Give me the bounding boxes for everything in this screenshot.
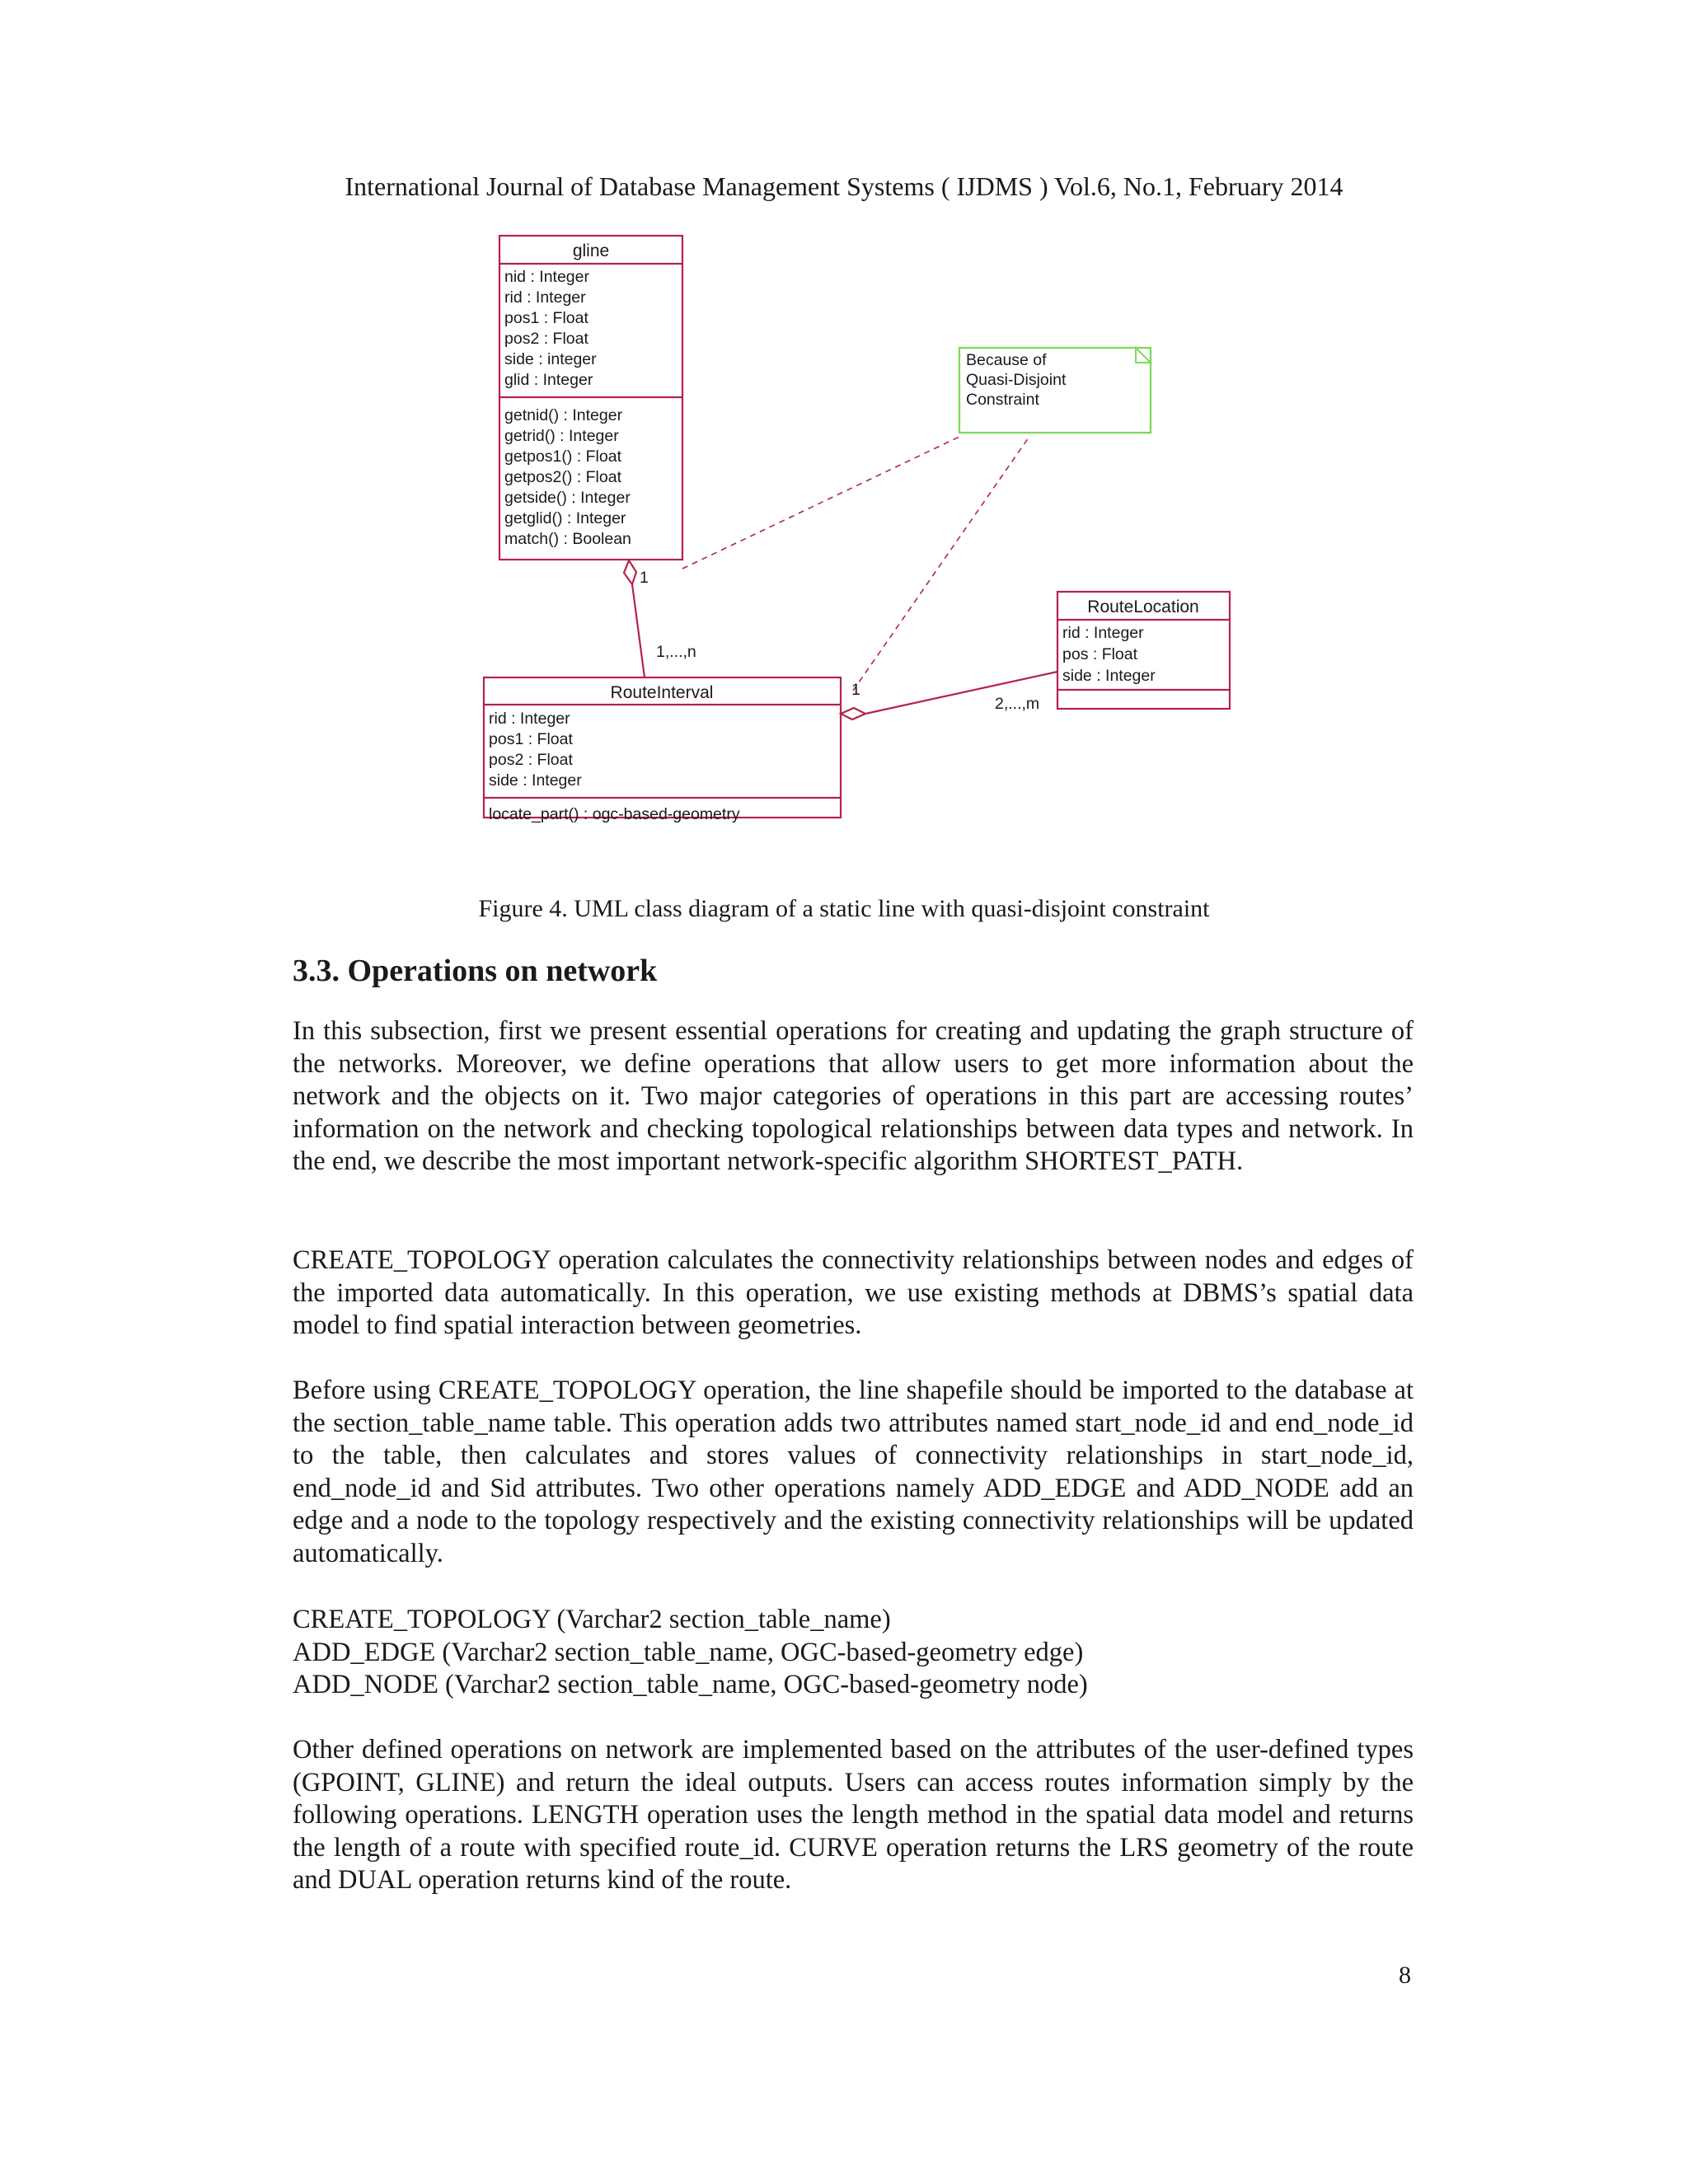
- note-connector-gline: [682, 435, 963, 569]
- note-line: Because of: [966, 351, 1047, 369]
- aggregation-diamond-gline: [624, 560, 636, 584]
- gline-attribute: rid : Integer: [504, 288, 586, 307]
- gline-method: getside() : Integer: [504, 489, 631, 507]
- running-header: International Journal of Database Management Systems ( IJDMS ) Vol.6, No.1, February 2014: [345, 171, 1343, 201]
- gline-method: getrid() : Integer: [504, 427, 619, 445]
- signature-add-node: ADD_NODE (Varchar2 section_table_name, OGC-based-geometry node): [293, 1670, 1088, 1700]
- aggregation-diamond-routeinterval: [841, 708, 865, 719]
- gline-attribute: pos1 : Float: [504, 309, 588, 327]
- operation-signatures: [293, 1604, 1414, 1702]
- gline-attribute: side : integer: [504, 350, 597, 368]
- signature-add-edge: ADD_EDGE (Varchar2 section_table_name, OGC-based-geometry edge): [293, 1637, 1084, 1667]
- routeinterval-attribute: pos2 : Float: [489, 751, 573, 769]
- paragraph-before-using: Before using CREATE_TOPOLOGY operation, the line shapefile should be imported to the database at the section_table_name table. This operation adds two attributes named start_node_id and end_node_id to the table, then calculates and stores values of connectivity relationships in start_node_id, end_node_id and Sid attributes. Two other operations namely ADD_EDGE and ADD_NODE add an edge and a node to the topology respectively and the existing connectivity relationships will be updated automatically.: [293, 1376, 1414, 1568]
- routeinterval-class-name: RouteInterval: [610, 683, 714, 702]
- aggregation-line-gline: [632, 584, 645, 677]
- gline-attribute: nid : Integer: [504, 268, 589, 286]
- page-number: 8: [1399, 1961, 1411, 1989]
- routelocation-attribute: side : Integer: [1062, 667, 1156, 685]
- figure-caption: Figure 4. UML class diagram of a static line with quasi-disjoint constraint: [478, 895, 1210, 922]
- gline-method: getglid() : Integer: [504, 509, 626, 527]
- uml-class-diagram: [462, 231, 1253, 857]
- signature-create-topology: CREATE_TOPOLOGY (Varchar2 section_table_name): [293, 1605, 891, 1634]
- note-line: Quasi-Disjoint: [966, 371, 1067, 389]
- gline-attribute: pos2 : Float: [504, 330, 588, 348]
- note-line: Constraint: [966, 391, 1039, 409]
- gline-class-name: gline: [572, 241, 610, 260]
- gline-method: match() : Boolean: [504, 530, 631, 548]
- multiplicity-routelocation: 2,...,m: [995, 695, 1040, 713]
- multiplicity-routeinterval-to-location: 1: [851, 681, 860, 699]
- multiplicity-routeinterval: 1,...,n: [656, 643, 696, 661]
- gline-method: getpos1() : Float: [504, 448, 621, 466]
- routeinterval-attribute: rid : Integer: [489, 710, 570, 728]
- routelocation-attribute: pos : Float: [1062, 645, 1138, 663]
- note-connector-association: [853, 435, 1030, 691]
- routeinterval-method: locate_part() : ogc-based-geometry: [489, 805, 740, 823]
- routelocation-class-name: RouteLocation: [1087, 598, 1199, 616]
- routeinterval-attribute: pos1 : Float: [489, 730, 573, 748]
- routelocation-attribute: rid : Integer: [1062, 624, 1144, 642]
- section-heading: 3.3. Operations on network: [293, 954, 658, 988]
- paragraph-intro: In this subsection, first we present essential operations for creating and updating the graph structure of the networks. Moreover, we define operations that allow users to get more information about the network and the objects on it. Two major categories of operations in this part are accessing routes’ information on the network and checking topological relationships between data types and network. In the end, we describe the most important network-specific algorithm SHORTEST_PATH.: [293, 1016, 1414, 1177]
- paragraph-create-topology: CREATE_TOPOLOGY operation calculates the connectivity relationships between nodes and edges of the imported data automatically. In this operation, we use existing methods at DBMS’s spatial data model to find spatial interaction between geometries.: [293, 1245, 1414, 1341]
- multiplicity-gline: 1: [640, 569, 649, 587]
- gline-method: getnid() : Integer: [504, 406, 623, 424]
- gline-attribute: glid : Integer: [504, 371, 593, 389]
- gline-method: getpos2() : Float: [504, 468, 621, 486]
- routeinterval-attribute: side : Integer: [489, 771, 582, 790]
- paragraph-other-operations: Other defined operations on network are implemented based on the attributes of the user-defined types (GPOINT, GLINE) and return the ideal outputs. Users can access routes information simply by the following operations. LENGTH operation uses the length method in the spatial data model and returns the length of a route with specified route_id. CURVE operation returns the LRS geometry of the route and DUAL operation returns kind of the route.: [293, 1735, 1414, 1896]
